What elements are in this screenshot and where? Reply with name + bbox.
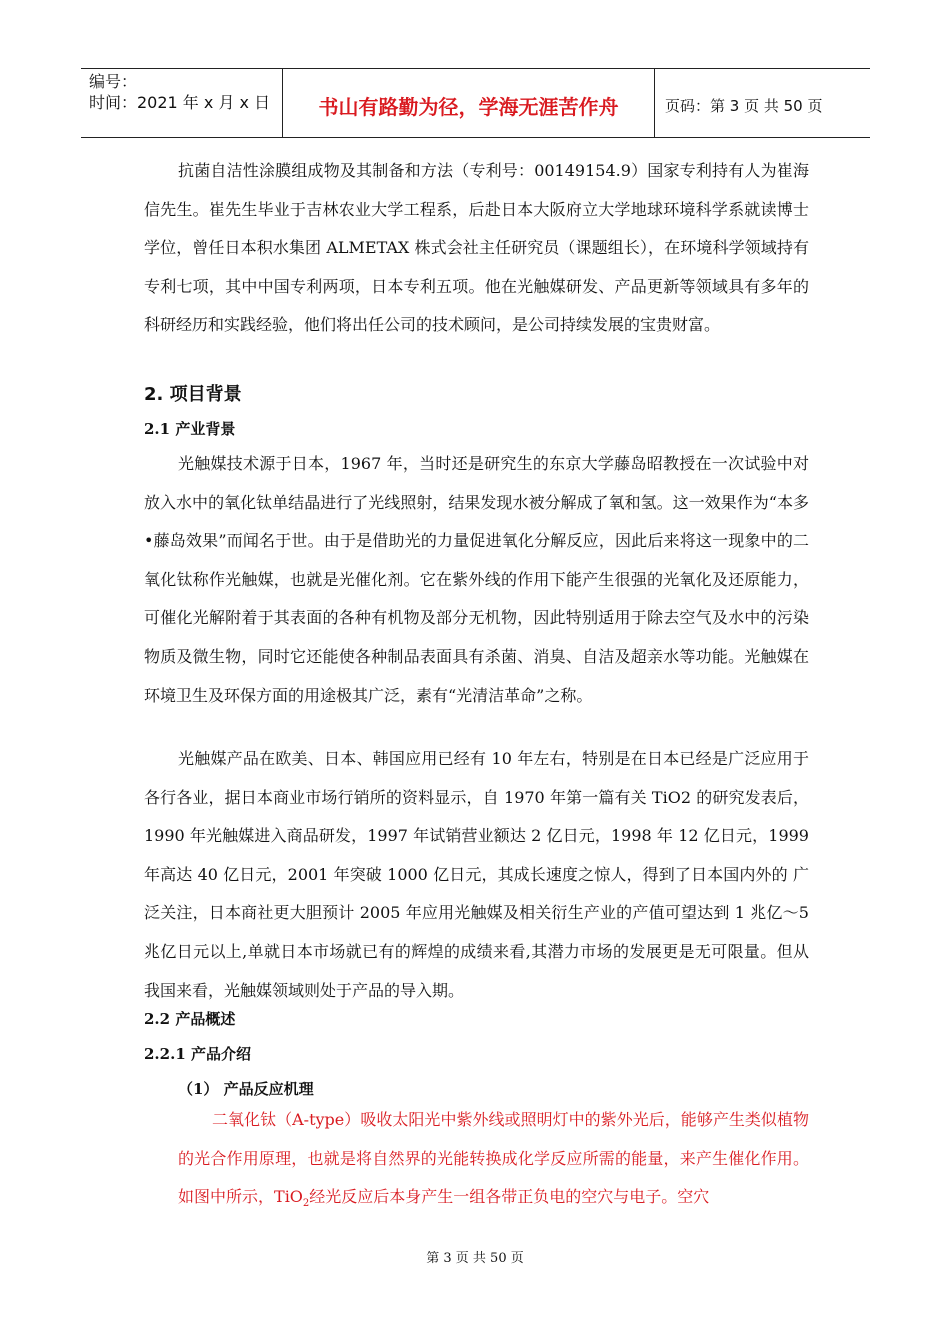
subsection-heading-industry-background: 2.1 产业背景 [144,420,236,438]
page-header [81,68,870,138]
header-page-info: 页码：第 3 页 共 50 页 [665,97,823,115]
subsection-heading-product-intro: 2.2.1 产品介绍 [144,1045,251,1063]
document-number-label: 编号： [89,72,138,91]
subsection-heading-product-overview: 2.2 产品概述 [144,1010,236,1028]
paragraph-patent-holder: 抗菌自洁性涂膜组成物及其制备和方法（专利号：00149154.9）国家专利持有人为崔海信先生。崔先生毕业于吉林农业大学工程系，后赴日本大阪府立大学地球环境科学系就读博士学位，曾任日本积水集团 ALMETAX 株式会社主任研究员（课题组长），在环境科学领域持有专利七项，其中中国专利两项，日本专利五项。他在光触媒研发、产品更新等领域具有多年的科研经历和实践经验，他们将出任公司的技术顾问，是公司持续发展的宝贵财富。 [144,161,809,335]
paragraph-reaction-mechanism [178,1101,809,1224]
reaction-text-part1: 二氧化钛（A-type）吸收太阳光中紫外线或照明灯中的紫外光后，能够产生类似植物的光合作用原理，也就是将自然界的光能转换成化学反应所需的能量，来产生催化作用。如图中所示， [178,1110,809,1207]
list-item-reaction-mechanism: （1） 产品反应机理 [178,1080,314,1098]
paragraph-market-development: 光触媒产品在欧美、日本、韩国应用已经有 10 年左右，特别是在日本已经是广泛应用于各行各业，据日本商业市场行销所的资料显示，自 1970 年第一篇有关 TiO2 的研究发表后，1990 年光触媒进入商品研发，1997 年试销营业额达 2 亿日元，1998 年 12 亿日元，1999 年高达 40 亿日元，2001 年突破 1000 亿日元，其成长速度之惊人，得到了日本国内外的 广泛关注，日本商社更大胆预计 2005 年应用光触媒及相关衍生产业的产值可望达到 1 兆亿～5 兆亿日元以上,单就日本市场就已有的辉煌的成绩来看,其潜力市场的发展更是无可限量。但从我国来看，光触媒领域则处于产品的导入期。 [144,749,809,1000]
document-date: 时间：2021 年 x 月 x 日 [89,93,271,112]
header-motto: 书山有路勤为径，学海无涯苦作舟 [282,69,655,137]
tio2-formula: TiO$_2$ [274,1187,310,1210]
paragraph-photocatalyst-origin: 光触媒技术源于日本，1967 年，当时还是研究生的东京大学藤岛昭教授在一次试验中对放入水中的氧化钛单结晶进行了光线照射，结果发现水被分解成了氧和氢。这一效果作为“本多•藤岛效果”而闻名于世。由于是借助光的力量促进氧化分解反应，因此后来将这一现象中的二氧化钛称作光触媒，也就是光催化剂。它在紫外线的作用下能产生很强的光氧化及还原能力，可催化光解附着于其表面的各种有机物及部分无机物，因此特别适用于除去空气及水中的污染物质及微生物，同时它还能使各种制品表面具有杀菌、消臭、自洁及超亲水等功能。光触媒在环境卫生及环保方面的用途极其广泛，素有“光清洁革命”之称。 [144,454,809,705]
header-meta [89,71,279,113]
reaction-text-part2: 经光反应后本身产生一组各带正负电的空穴与电子。空穴 [309,1187,710,1207]
page-footer: 第 3 页 共 50 页 [426,1251,524,1266]
section-heading-project-background: 2. 项目背景 [144,384,242,405]
